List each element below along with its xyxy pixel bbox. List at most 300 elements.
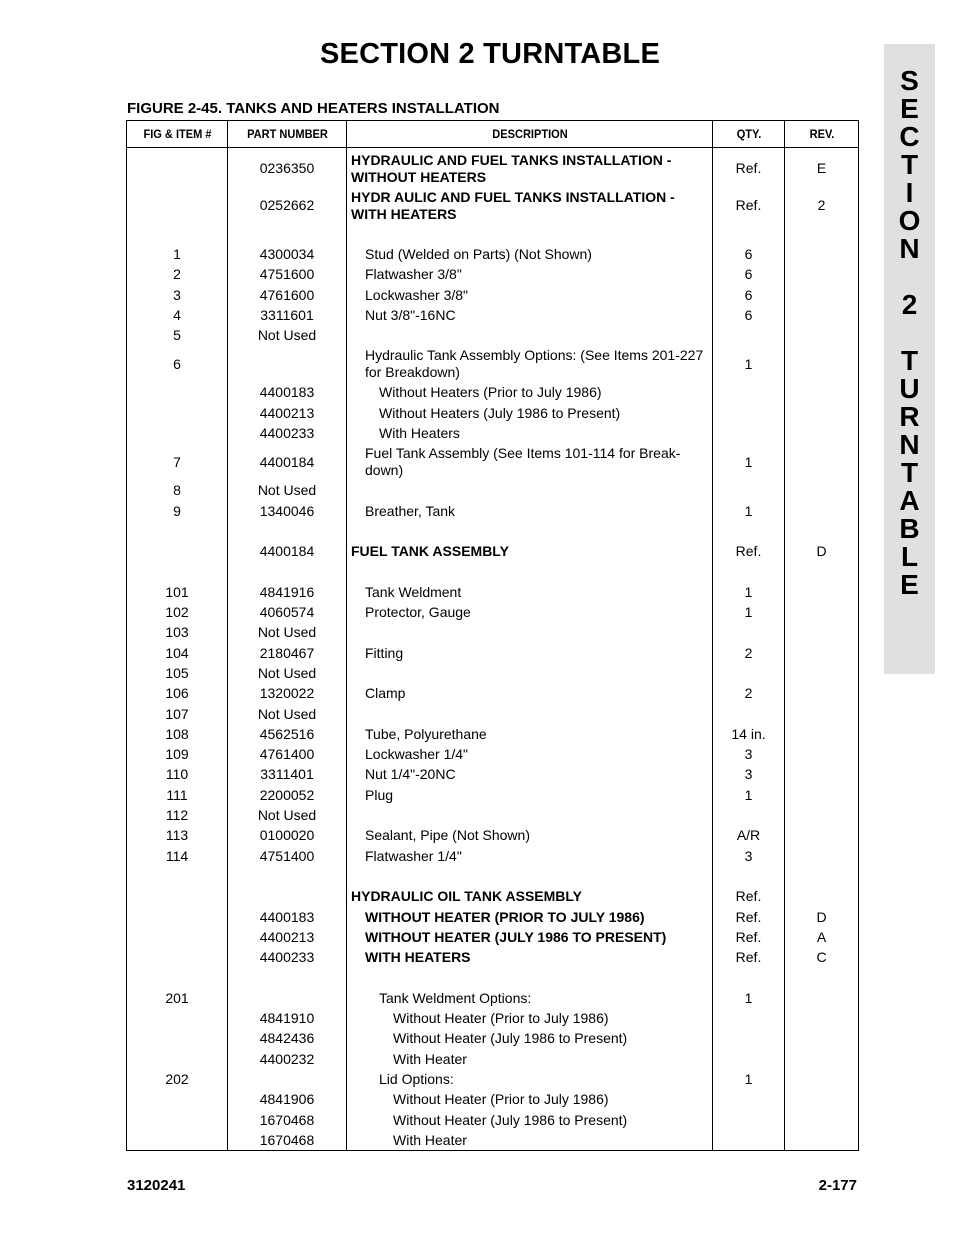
part-number-cell: 4562516 xyxy=(228,724,347,744)
rev-cell xyxy=(785,745,859,765)
fig-item-cell xyxy=(127,224,228,244)
fig-item-cell xyxy=(127,542,228,562)
part-number-cell: 4400184 xyxy=(228,444,347,481)
description-cell xyxy=(347,325,713,345)
qty-cell: Ref. xyxy=(713,187,785,224)
fig-item-cell xyxy=(127,887,228,907)
part-number-cell xyxy=(228,346,347,383)
rev-cell: C xyxy=(785,948,859,968)
rev-cell xyxy=(785,887,859,907)
qty-cell xyxy=(713,521,785,541)
table-row xyxy=(127,643,859,663)
qty-cell: 2 xyxy=(713,643,785,663)
qty-cell: Ref. xyxy=(713,907,785,927)
qty-cell: 3 xyxy=(713,765,785,785)
rev-cell: D xyxy=(785,542,859,562)
fig-item-cell: 7 xyxy=(127,444,228,481)
table-row xyxy=(127,927,859,947)
description-cell: Without Heaters (Prior to July 1986) xyxy=(347,383,713,403)
qty-cell: Ref. xyxy=(713,148,785,188)
part-number-cell: 1340046 xyxy=(228,501,347,521)
rev-cell: A xyxy=(785,927,859,947)
table-row xyxy=(127,148,859,188)
rev-cell xyxy=(785,325,859,345)
fig-item-cell: 5 xyxy=(127,325,228,345)
qty-cell: Ref. xyxy=(713,927,785,947)
qty-cell xyxy=(713,403,785,423)
side-tab-letter: 2 xyxy=(901,289,918,320)
rev-cell xyxy=(785,383,859,403)
qty-cell xyxy=(713,623,785,643)
fig-item-cell xyxy=(127,1110,228,1130)
side-tab-letter: L xyxy=(900,541,919,572)
rev-cell: D xyxy=(785,907,859,927)
table-row xyxy=(127,403,859,423)
qty-cell: 1 xyxy=(713,444,785,481)
header-description: DESCRIPTION xyxy=(361,121,698,148)
table-row xyxy=(127,444,859,481)
table-row xyxy=(127,745,859,765)
rev-cell xyxy=(785,244,859,264)
table-row xyxy=(127,224,859,244)
fig-item-cell: 201 xyxy=(127,988,228,1008)
qty-cell: Ref. xyxy=(713,887,785,907)
description-cell: Nut 1/4"-20NC xyxy=(347,765,713,785)
fig-item-cell: 6 xyxy=(127,346,228,383)
rev-cell xyxy=(785,265,859,285)
page-number: 2-177 xyxy=(818,1177,857,1194)
table-row xyxy=(127,346,859,383)
rev-cell xyxy=(785,704,859,724)
side-tab-letter: N xyxy=(899,429,920,460)
part-number-cell: 4400233 xyxy=(228,948,347,968)
qty-cell xyxy=(713,968,785,988)
qty-cell: 1 xyxy=(713,1069,785,1089)
rev-cell xyxy=(785,1029,859,1049)
fig-item-cell xyxy=(127,1029,228,1049)
fig-item-cell: 1 xyxy=(127,244,228,264)
rev-cell xyxy=(785,501,859,521)
rev-cell xyxy=(785,602,859,622)
table-row xyxy=(127,542,859,562)
rev-cell xyxy=(785,305,859,325)
table-row xyxy=(127,785,859,805)
side-tab-letter: T xyxy=(900,345,919,376)
fig-item-cell: 108 xyxy=(127,724,228,744)
rev-cell xyxy=(785,785,859,805)
rev-cell xyxy=(785,724,859,744)
table-row xyxy=(127,866,859,886)
fig-item-cell xyxy=(127,423,228,443)
description-cell: Plug xyxy=(347,785,713,805)
fig-item-cell: 107 xyxy=(127,704,228,724)
rev-cell xyxy=(785,285,859,305)
table-row xyxy=(127,724,859,744)
description-cell: Tank Weldment xyxy=(347,582,713,602)
table-row xyxy=(127,826,859,846)
rev-cell xyxy=(785,1049,859,1069)
part-number-cell: Not Used xyxy=(228,663,347,683)
rev-cell xyxy=(785,481,859,501)
section-side-tab xyxy=(884,44,935,674)
header-fig-item: FIG & ITEM # xyxy=(131,121,224,148)
part-number-cell: 4841906 xyxy=(228,1090,347,1110)
fig-item-cell: 3 xyxy=(127,285,228,305)
qty-cell: 14 in. xyxy=(713,724,785,744)
part-number-cell: 4400184 xyxy=(228,542,347,562)
rev-cell xyxy=(785,224,859,244)
fig-item-cell: 112 xyxy=(127,805,228,825)
part-number-cell: 4841916 xyxy=(228,582,347,602)
rev-cell: E xyxy=(785,148,859,188)
table-row xyxy=(127,383,859,403)
table-row xyxy=(127,704,859,724)
description-cell: WITHOUT HEATER (PRIOR TO JULY 1986) xyxy=(347,907,713,927)
description-cell: Tube, Polyurethane xyxy=(347,724,713,744)
table-row xyxy=(127,481,859,501)
fig-item-cell xyxy=(127,948,228,968)
qty-cell xyxy=(713,866,785,886)
document-number: 3120241 xyxy=(127,1177,186,1194)
description-cell: Flatwasher 3/8" xyxy=(347,265,713,285)
qty-cell xyxy=(713,1110,785,1130)
fig-item-cell xyxy=(127,521,228,541)
description-cell: Without Heater (July 1986 to Present) xyxy=(347,1110,713,1130)
description-cell xyxy=(347,968,713,988)
rev-cell xyxy=(785,623,859,643)
qty-cell xyxy=(713,704,785,724)
fig-item-cell: 4 xyxy=(127,305,228,325)
qty-cell: 6 xyxy=(713,305,785,325)
description-cell xyxy=(347,805,713,825)
table-row xyxy=(127,948,859,968)
table-row xyxy=(127,1049,859,1069)
table-row xyxy=(127,684,859,704)
part-number-cell: 4761400 xyxy=(228,745,347,765)
fig-item-cell: 202 xyxy=(127,1069,228,1089)
fig-item-cell xyxy=(127,927,228,947)
description-cell: Lockwasher 3/8" xyxy=(347,285,713,305)
rev-cell xyxy=(785,643,859,663)
part-number-cell: 3311401 xyxy=(228,765,347,785)
part-number-cell: 2180467 xyxy=(228,643,347,663)
fig-item-cell xyxy=(127,148,228,188)
rev-cell xyxy=(785,346,859,383)
part-number-cell xyxy=(228,968,347,988)
fig-item-cell xyxy=(127,1090,228,1110)
rev-cell xyxy=(785,444,859,481)
description-cell: Lid Options: xyxy=(347,1069,713,1089)
table-row xyxy=(127,1090,859,1110)
side-tab-letter: I xyxy=(905,177,914,208)
qty-cell xyxy=(713,562,785,582)
table-row xyxy=(127,325,859,345)
part-number-cell: 4400213 xyxy=(228,403,347,423)
qty-cell: 1 xyxy=(713,346,785,383)
part-number-cell: 4751600 xyxy=(228,265,347,285)
fig-item-cell: 110 xyxy=(127,765,228,785)
side-tab-letter: E xyxy=(900,569,919,600)
description-cell: Hydraulic Tank Assembly Options: (See Items 201-227 for Breakdown) xyxy=(347,346,713,383)
part-number-cell: 4060574 xyxy=(228,602,347,622)
qty-cell xyxy=(713,1090,785,1110)
description-cell: With Heater xyxy=(347,1049,713,1069)
part-number-cell: Not Used xyxy=(228,325,347,345)
description-cell: Protector, Gauge xyxy=(347,602,713,622)
part-number-cell: 3311601 xyxy=(228,305,347,325)
rev-cell xyxy=(785,562,859,582)
side-tab-letter: E xyxy=(900,93,919,124)
part-number-cell: Not Used xyxy=(228,481,347,501)
side-tab-letter: O xyxy=(898,205,921,236)
qty-cell: 6 xyxy=(713,285,785,305)
table-row xyxy=(127,187,859,224)
side-tab-letter: R xyxy=(899,401,920,432)
side-tab-letter: U xyxy=(899,373,920,404)
rev-cell xyxy=(785,805,859,825)
fig-item-cell: 113 xyxy=(127,826,228,846)
part-number-cell: 4761600 xyxy=(228,285,347,305)
description-cell: HYDRAULIC AND FUEL TANKS INSTALLATION - WITHOUT HEATERS xyxy=(347,148,713,188)
header-rev: REV. xyxy=(787,121,855,148)
qty-cell: 6 xyxy=(713,265,785,285)
qty-cell xyxy=(713,481,785,501)
table-row xyxy=(127,623,859,643)
table-row xyxy=(127,1029,859,1049)
part-number-cell: 4400183 xyxy=(228,907,347,927)
qty-cell: A/R xyxy=(713,826,785,846)
table-row xyxy=(127,501,859,521)
qty-cell: 3 xyxy=(713,846,785,866)
table-row xyxy=(127,805,859,825)
part-number-cell xyxy=(228,988,347,1008)
table-row xyxy=(127,988,859,1008)
rev-cell xyxy=(785,1110,859,1130)
description-cell: Clamp xyxy=(347,684,713,704)
description-cell xyxy=(347,224,713,244)
qty-cell: 1 xyxy=(713,988,785,1008)
description-cell xyxy=(347,623,713,643)
fig-item-cell: 104 xyxy=(127,643,228,663)
rev-cell xyxy=(785,765,859,785)
table-row xyxy=(127,968,859,988)
side-tab-letter: C xyxy=(899,121,920,152)
qty-cell: 6 xyxy=(713,244,785,264)
rev-cell xyxy=(785,988,859,1008)
fig-item-cell: 103 xyxy=(127,623,228,643)
side-tab-letter: A xyxy=(899,485,920,516)
qty-cell: 2 xyxy=(713,684,785,704)
table-row xyxy=(127,907,859,927)
table-row xyxy=(127,1069,859,1089)
fig-item-cell: 9 xyxy=(127,501,228,521)
fig-item-cell: 101 xyxy=(127,582,228,602)
qty-cell xyxy=(713,224,785,244)
side-tab-letter: N xyxy=(899,233,920,264)
description-cell: Without Heater (July 1986 to Present) xyxy=(347,1029,713,1049)
qty-cell xyxy=(713,663,785,683)
part-number-cell: Not Used xyxy=(228,704,347,724)
fig-item-cell xyxy=(127,1049,228,1069)
rev-cell xyxy=(785,663,859,683)
part-number-cell: 4400183 xyxy=(228,383,347,403)
qty-cell xyxy=(713,1008,785,1028)
figure-title: FIGURE 2-45. TANKS AND HEATERS INSTALLATION xyxy=(127,100,500,117)
description-cell: Without Heaters (July 1986 to Present) xyxy=(347,403,713,423)
side-tab-letter: B xyxy=(899,513,920,544)
table-row xyxy=(127,663,859,683)
description-cell: Flatwasher 1/4" xyxy=(347,846,713,866)
part-number-cell: 4400233 xyxy=(228,423,347,443)
qty-cell xyxy=(713,383,785,403)
fig-item-cell: 114 xyxy=(127,846,228,866)
table-row xyxy=(127,265,859,285)
description-cell xyxy=(347,521,713,541)
part-number-cell: 1670468 xyxy=(228,1130,347,1151)
part-number-cell: 4751400 xyxy=(228,846,347,866)
header-part-number: PART NUMBER xyxy=(232,121,341,148)
part-number-cell: 0100020 xyxy=(228,826,347,846)
rev-cell xyxy=(785,684,859,704)
description-cell: FUEL TANK ASSEMBLY xyxy=(347,542,713,562)
qty-cell: 1 xyxy=(713,785,785,805)
fig-item-cell xyxy=(127,562,228,582)
fig-item-cell: 8 xyxy=(127,481,228,501)
fig-item-cell xyxy=(127,187,228,224)
table-row xyxy=(127,423,859,443)
qty-cell: 3 xyxy=(713,745,785,765)
part-number-cell: Not Used xyxy=(228,623,347,643)
description-cell: Fitting xyxy=(347,643,713,663)
qty-cell xyxy=(713,325,785,345)
fig-item-cell xyxy=(127,968,228,988)
part-number-cell xyxy=(228,887,347,907)
rev-cell xyxy=(785,866,859,886)
description-cell xyxy=(347,866,713,886)
fig-item-cell: 106 xyxy=(127,684,228,704)
qty-cell: 1 xyxy=(713,602,785,622)
part-number-cell: 0236350 xyxy=(228,148,347,188)
qty-cell: Ref. xyxy=(713,542,785,562)
fig-item-cell xyxy=(127,383,228,403)
description-cell: Tank Weldment Options: xyxy=(347,988,713,1008)
table-row xyxy=(127,305,859,325)
description-cell: Fuel Tank Assembly (See Items 101-114 for Break-down) xyxy=(347,444,713,481)
qty-cell xyxy=(713,1049,785,1069)
rev-cell xyxy=(785,826,859,846)
parts-table xyxy=(126,120,859,1151)
part-number-cell: 4400232 xyxy=(228,1049,347,1069)
table-row xyxy=(127,582,859,602)
part-number-cell: 1670468 xyxy=(228,1110,347,1130)
table-row xyxy=(127,1110,859,1130)
part-number-cell: 4400213 xyxy=(228,927,347,947)
fig-item-cell: 105 xyxy=(127,663,228,683)
description-cell: With Heater xyxy=(347,1130,713,1151)
fig-item-cell xyxy=(127,403,228,423)
part-number-cell: 0252662 xyxy=(228,187,347,224)
fig-item-cell xyxy=(127,907,228,927)
table-row xyxy=(127,887,859,907)
part-number-cell: 4841910 xyxy=(228,1008,347,1028)
rev-cell xyxy=(785,846,859,866)
description-cell xyxy=(347,663,713,683)
part-number-cell: 2200052 xyxy=(228,785,347,805)
description-cell: Without Heater (Prior to July 1986) xyxy=(347,1090,713,1110)
description-cell xyxy=(347,481,713,501)
part-number-cell xyxy=(228,521,347,541)
description-cell: Stud (Welded on Parts) (Not Shown) xyxy=(347,244,713,264)
table-row xyxy=(127,1130,859,1151)
description-cell: With Heaters xyxy=(347,423,713,443)
description-cell: HYDRAULIC OIL TANK ASSEMBLY xyxy=(347,887,713,907)
description-cell: Breather, Tank xyxy=(347,501,713,521)
rev-cell xyxy=(785,403,859,423)
part-number-cell: Not Used xyxy=(228,805,347,825)
fig-item-cell: 102 xyxy=(127,602,228,622)
qty-cell: 1 xyxy=(713,582,785,602)
description-cell: HYDR AULIC AND FUEL TANKS INSTALLATION - WITH HEATERS xyxy=(347,187,713,224)
rev-cell xyxy=(785,1130,859,1151)
qty-cell xyxy=(713,1130,785,1151)
part-number-cell xyxy=(228,562,347,582)
description-cell xyxy=(347,704,713,724)
fig-item-cell: 111 xyxy=(127,785,228,805)
part-number-cell: 4842436 xyxy=(228,1029,347,1049)
description-cell: Without Heater (Prior to July 1986) xyxy=(347,1008,713,1028)
header-qty: QTY. xyxy=(715,121,781,148)
part-number-cell xyxy=(228,866,347,886)
part-number-cell xyxy=(228,1069,347,1089)
rev-cell xyxy=(785,521,859,541)
qty-cell: 1 xyxy=(713,501,785,521)
description-cell: Nut 3/8"-16NC xyxy=(347,305,713,325)
qty-cell xyxy=(713,805,785,825)
rev-cell xyxy=(785,423,859,443)
section-title: SECTION 2 TURNTABLE xyxy=(320,38,660,70)
part-number-cell: 1320022 xyxy=(228,684,347,704)
table-row xyxy=(127,1008,859,1028)
table-row xyxy=(127,765,859,785)
description-cell: WITH HEATERS xyxy=(347,948,713,968)
table-row xyxy=(127,521,859,541)
fig-item-cell xyxy=(127,866,228,886)
table-row xyxy=(127,244,859,264)
rev-cell xyxy=(785,1090,859,1110)
fig-item-cell: 2 xyxy=(127,265,228,285)
rev-cell xyxy=(785,1008,859,1028)
description-cell xyxy=(347,562,713,582)
table-header-row xyxy=(127,121,859,148)
rev-cell xyxy=(785,582,859,602)
fig-item-cell xyxy=(127,1130,228,1151)
fig-item-cell: 109 xyxy=(127,745,228,765)
table-row xyxy=(127,562,859,582)
rev-cell xyxy=(785,968,859,988)
qty-cell: Ref. xyxy=(713,948,785,968)
qty-cell xyxy=(713,1029,785,1049)
description-cell: Lockwasher 1/4" xyxy=(347,745,713,765)
side-tab-letter: T xyxy=(900,149,919,180)
side-tab-letter: T xyxy=(900,457,919,488)
fig-item-cell xyxy=(127,1008,228,1028)
table-row xyxy=(127,285,859,305)
description-cell: Sealant, Pipe (Not Shown) xyxy=(347,826,713,846)
description-cell: WITHOUT HEATER (JULY 1986 TO PRESENT) xyxy=(347,927,713,947)
part-number-cell: 4300034 xyxy=(228,244,347,264)
side-tab-letter: S xyxy=(900,65,919,96)
table-row xyxy=(127,846,859,866)
